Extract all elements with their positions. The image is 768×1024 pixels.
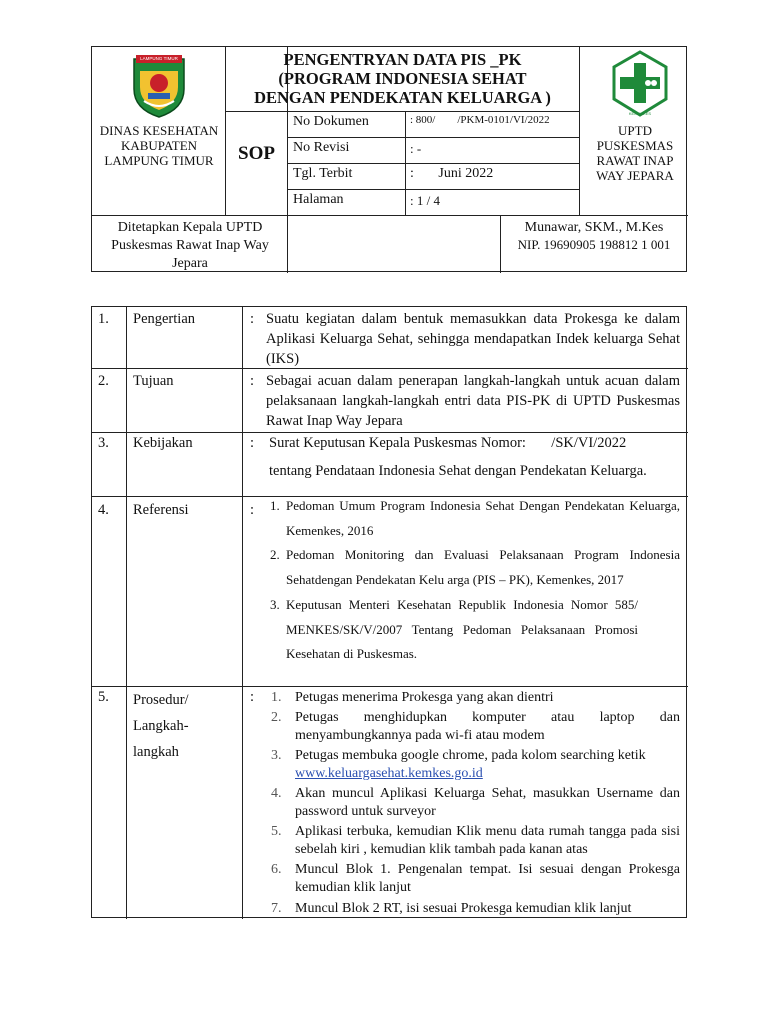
puskesmas-logo [608, 49, 672, 121]
procedure-step: 5. Aplikasi terbuka, kemudian Klik menu data rumah tangga pada sisi sebelah kiri , kemudian klik tambah pada kanan atas [271, 824, 680, 857]
section-4-number: 4. [98, 502, 109, 518]
field-value-tgl-terbit: : Juni 2022 [410, 166, 494, 181]
title-line-3: DENGAN PENDEKATAN KELUARGA ) [254, 88, 551, 107]
section-1-label: Pengertian [133, 311, 196, 327]
section-1-text: Suatu kegiatan dalam bentuk memasukkan data Prokesga ke dalam Aplikasi Keluarga Sehat, sehingga mendapatkan Indek keluarga Sehat (IKS) [266, 311, 680, 367]
signer-nip: NIP. 19690905 198812 1 001 [517, 237, 671, 252]
field-value-no-revisi: : - [410, 141, 422, 156]
procedure-step: 1. Petugas menerima Prokesga yang akan dientri [271, 690, 554, 705]
keluargasehat-link[interactable]: www.keluargasehat.kemkes.go.id [295, 765, 483, 781]
signer-name: Munawar, SKM., M.Kes [524, 220, 664, 235]
reference-item: 1. Pedoman Umum Program Indonesia Sehat Dengan Pendekatan Keluarga, Kemenkes, 2016 [270, 498, 680, 538]
section-3-text-1: Surat Keputusan Kepala Puskesmas Nomor: /SK/VI/2022 [269, 435, 627, 451]
signer-block [502, 219, 686, 253]
title-line-2: (PROGRAM INDONESIA SEHAT [278, 69, 527, 88]
section-3-number: 3. [98, 435, 109, 451]
procedure-step: 2. Petugas menghidupkan komputer atau laptop dan menyambungkannya pada wi-fi atau modem [271, 710, 680, 743]
procedure-step: 3. Petugas membuka google chrome, pada kolom searching ketik www.keluargasehat.kemkes.go.id [271, 748, 646, 781]
lampung-timur-logo [130, 53, 188, 119]
field-label-halaman: Halaman [293, 192, 344, 207]
section-5-number: 5. [98, 689, 109, 705]
section-5-label: Prosedur/ Langkah- langkah [133, 692, 189, 760]
sop-label: SOP [238, 143, 275, 164]
section-2-colon: : [250, 373, 255, 389]
ditetapkan-text: Ditetapkan Kepala UPTD Puskesmas Rawat Inap Way Jepara [111, 220, 269, 271]
title-line-1: PENGENTRYAN DATA PIS _PK [283, 50, 522, 69]
procedure-step: 4. Akan muncul Aplikasi Keluarga Sehat, masukkan Username dan password untuk surveyor [271, 786, 680, 819]
section-4-label: Referensi [133, 502, 189, 518]
field-value-no-dokumen: : 800/ /PKM-0101/VI/2022 [410, 114, 550, 126]
section-1-number: 1. [98, 311, 109, 327]
procedure-step: 6. Muncul Blok 1. Pengenalan tempat. Isi sesuai dengan Prokesga kemudian klik lanjut [271, 862, 680, 895]
field-label-no-revisi: No Revisi [293, 140, 350, 155]
field-label-no-dokumen: No Dokumen [293, 114, 369, 129]
section-2-number: 2. [98, 373, 109, 389]
section-1-colon: : [250, 311, 255, 327]
section-4-colon: : [250, 502, 255, 518]
document-title [226, 50, 579, 107]
section-3-text-2: tentang Pendataan Indonesia Sehat dengan Pendekatan Keluarga. [269, 463, 647, 479]
reference-item: 2. Pedoman Monitoring dan Evaluasi Pelaksanaan Program Indonesia Sehatdengan Pendekatan Kelu arga (PIS – PK), Kemenkes, 2017 [270, 547, 680, 587]
section-3-colon: : [250, 435, 255, 451]
right-org-name: UPTD PUSKESMAS RAWAT INAP WAY JEPARA [596, 123, 674, 183]
sop-header-table [91, 46, 687, 272]
section-2-text: Sebagai acuan dalam penerapan langkah-langkah untuk acuan dalam pelaksanaan langkah-langkah entri data PIS-PK di UPTD Puskesmas Rawat Inap Way Jepara [266, 373, 680, 429]
section-2-label: Tujuan [133, 373, 174, 389]
sop-content-table [91, 306, 687, 918]
reference-item: 3. Keputusan Menteri Kesehatan Republik Indonesia Nomor 585/ MENKES/SK/V/2007 Tentang Pedoman Pelaksanaan Promosi Kesehatan di Puskesmas. [270, 597, 638, 661]
section-3-label: Kebijakan [133, 435, 193, 451]
left-logo-text: LAMPUNG TIMUR [140, 56, 178, 61]
field-value-halaman: : 1 / 4 [410, 193, 440, 208]
procedure-step: 7. Muncul Blok 2 RT, isi sesuai Prokesga kemudian klik lanjut [271, 901, 632, 916]
right-logo-text: KEMENKES [628, 111, 652, 116]
section-5-colon: : [250, 689, 255, 705]
left-org-name: DINAS KESEHATAN KABUPATEN LAMPUNG TIMUR [99, 123, 219, 168]
field-label-tgl-terbit: Tgl. Terbit [293, 166, 353, 181]
